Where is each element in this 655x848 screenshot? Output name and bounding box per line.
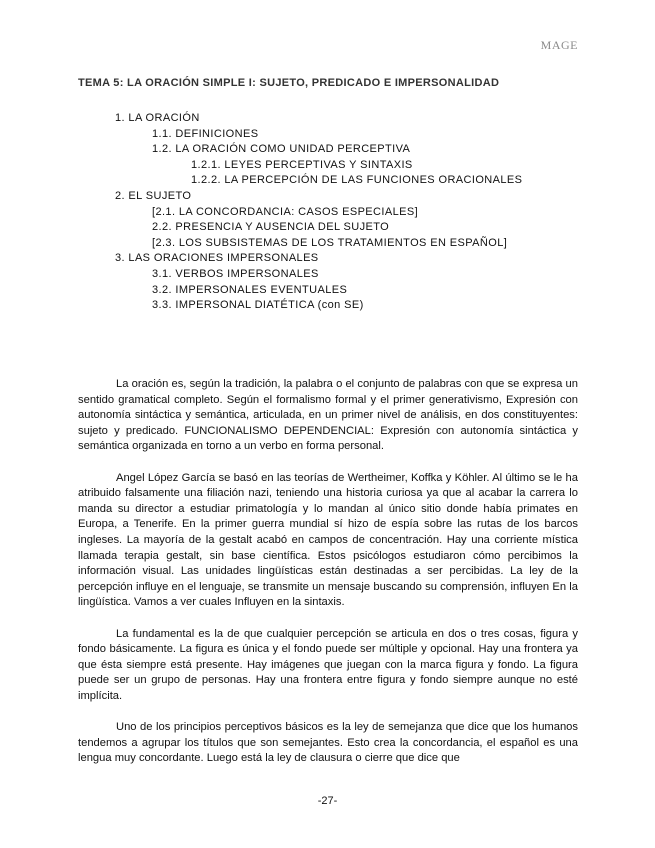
toc-item: 1.2.1. LEYES PERCEPTIVAS Y SINTAXIS xyxy=(191,158,413,171)
toc-item: 3. LAS ORACIONES IMPERSONALES xyxy=(115,252,319,265)
toc-item: 2.2. PRESENCIA Y AUSENCIA DEL SUJETO xyxy=(152,221,390,234)
toc-item: 1.2.2. LA PERCEPCIÓN DE LAS FUNCIONES ORACIONALES xyxy=(191,174,523,187)
chapter-title: TEMA 5: LA ORACIÓN SIMPLE I: SUJETO, PREDICADO E IMPERSONALIDAD xyxy=(78,77,500,89)
toc-item: 3.3. IMPERSONAL DIATÉTICA (con SE) xyxy=(152,299,364,312)
toc-item: 2. EL SUJETO xyxy=(115,189,192,202)
toc-item: 1.1. DEFINICIONES xyxy=(152,127,259,140)
paragraph: La fundamental es la de que cualquier percepción se articula en dos o tres cosas, figura y fondo básicamente. La figura es única y el fondo puede ser múltiple y opcional. Hay una frontera ya que ésta siempre está presente. Hay imágenes que juegan con la marca figura y fondo. La figura puede ser un grupo de personas. Hay una frontera entre figura y fondo siempre aunque no esté implícita. xyxy=(78,627,578,702)
paragraph: La oración es, según la tradición, la palabra o el conjunto de palabras con que se expresa un sentido gramatical completo. Según el formalismo formal y el primer generativismo, Expresión con autonomía sintáctica y semántica, articulada, en un primer nivel de análisis, en dos constituyentes: sujeto y predicado. FUNCIONALISMO DEPENDENCIAL: Expresión con autonomía sintáctica y semántica organizada en torno a un verbo en forma personal. xyxy=(78,378,578,453)
running-header: MAGE xyxy=(540,38,578,52)
paragraph: Uno de los principios perceptivos básicos es la ley de semejanza que dice que los humanos tendemos a agrupar los títulos que son semejantes. Esto crea la concordancia, el español es una lengua muy concordante. Luego está la ley de clausura o cierre que dice que xyxy=(78,721,578,765)
paragraph: Angel López García se basó en las teorías de Wertheimer, Koffka y Köhler. Al último se le ha atribuido falsamente una filiación nazi, teniendo una historia curiosa ya que al acabar la carrera lo manda su director a estudiar primatología y lo mandan al único sitio donde había primates en Europa, a Tenerife. En la primer guerra mundial sí hizo de espía sobre las rutas de los barcos ingleses. La mayoría de la gestalt acabó en campos de concentración. Hay una corriente mística llamada terapia gestalt, sin base científica. Estos psicólogos estudiaron cómo percibimos la información visual. Las unidades lingüísticas están destinadas a ser percibidas. La ley de la percepción influye en el lenguaje, se transmite un mensaje buscando su comprensión, influyen En la lingüística. Vamos a ver cuales Influyen en la sintaxis. xyxy=(78,471,578,609)
toc-item: [2.3. LOS SUBSISTEMAS DE LOS TRATAMIENTOS EN ESPAÑOL] xyxy=(152,236,508,249)
toc-item: 3.2. IMPERSONALES EVENTUALES xyxy=(152,283,348,296)
toc-item: 3.1. VERBOS IMPERSONALES xyxy=(152,267,319,280)
table-of-contents xyxy=(78,111,578,314)
page-number: -27- xyxy=(317,795,338,807)
body-text xyxy=(78,377,578,767)
toc-item: [2.1. LA CONCORDANCIA: CASOS ESPECIALES] xyxy=(152,205,419,218)
toc-item: 1.2. LA ORACIÓN COMO UNIDAD PERCEPTIVA xyxy=(152,143,411,156)
toc-item: 1. LA ORACIÓN xyxy=(115,112,200,124)
